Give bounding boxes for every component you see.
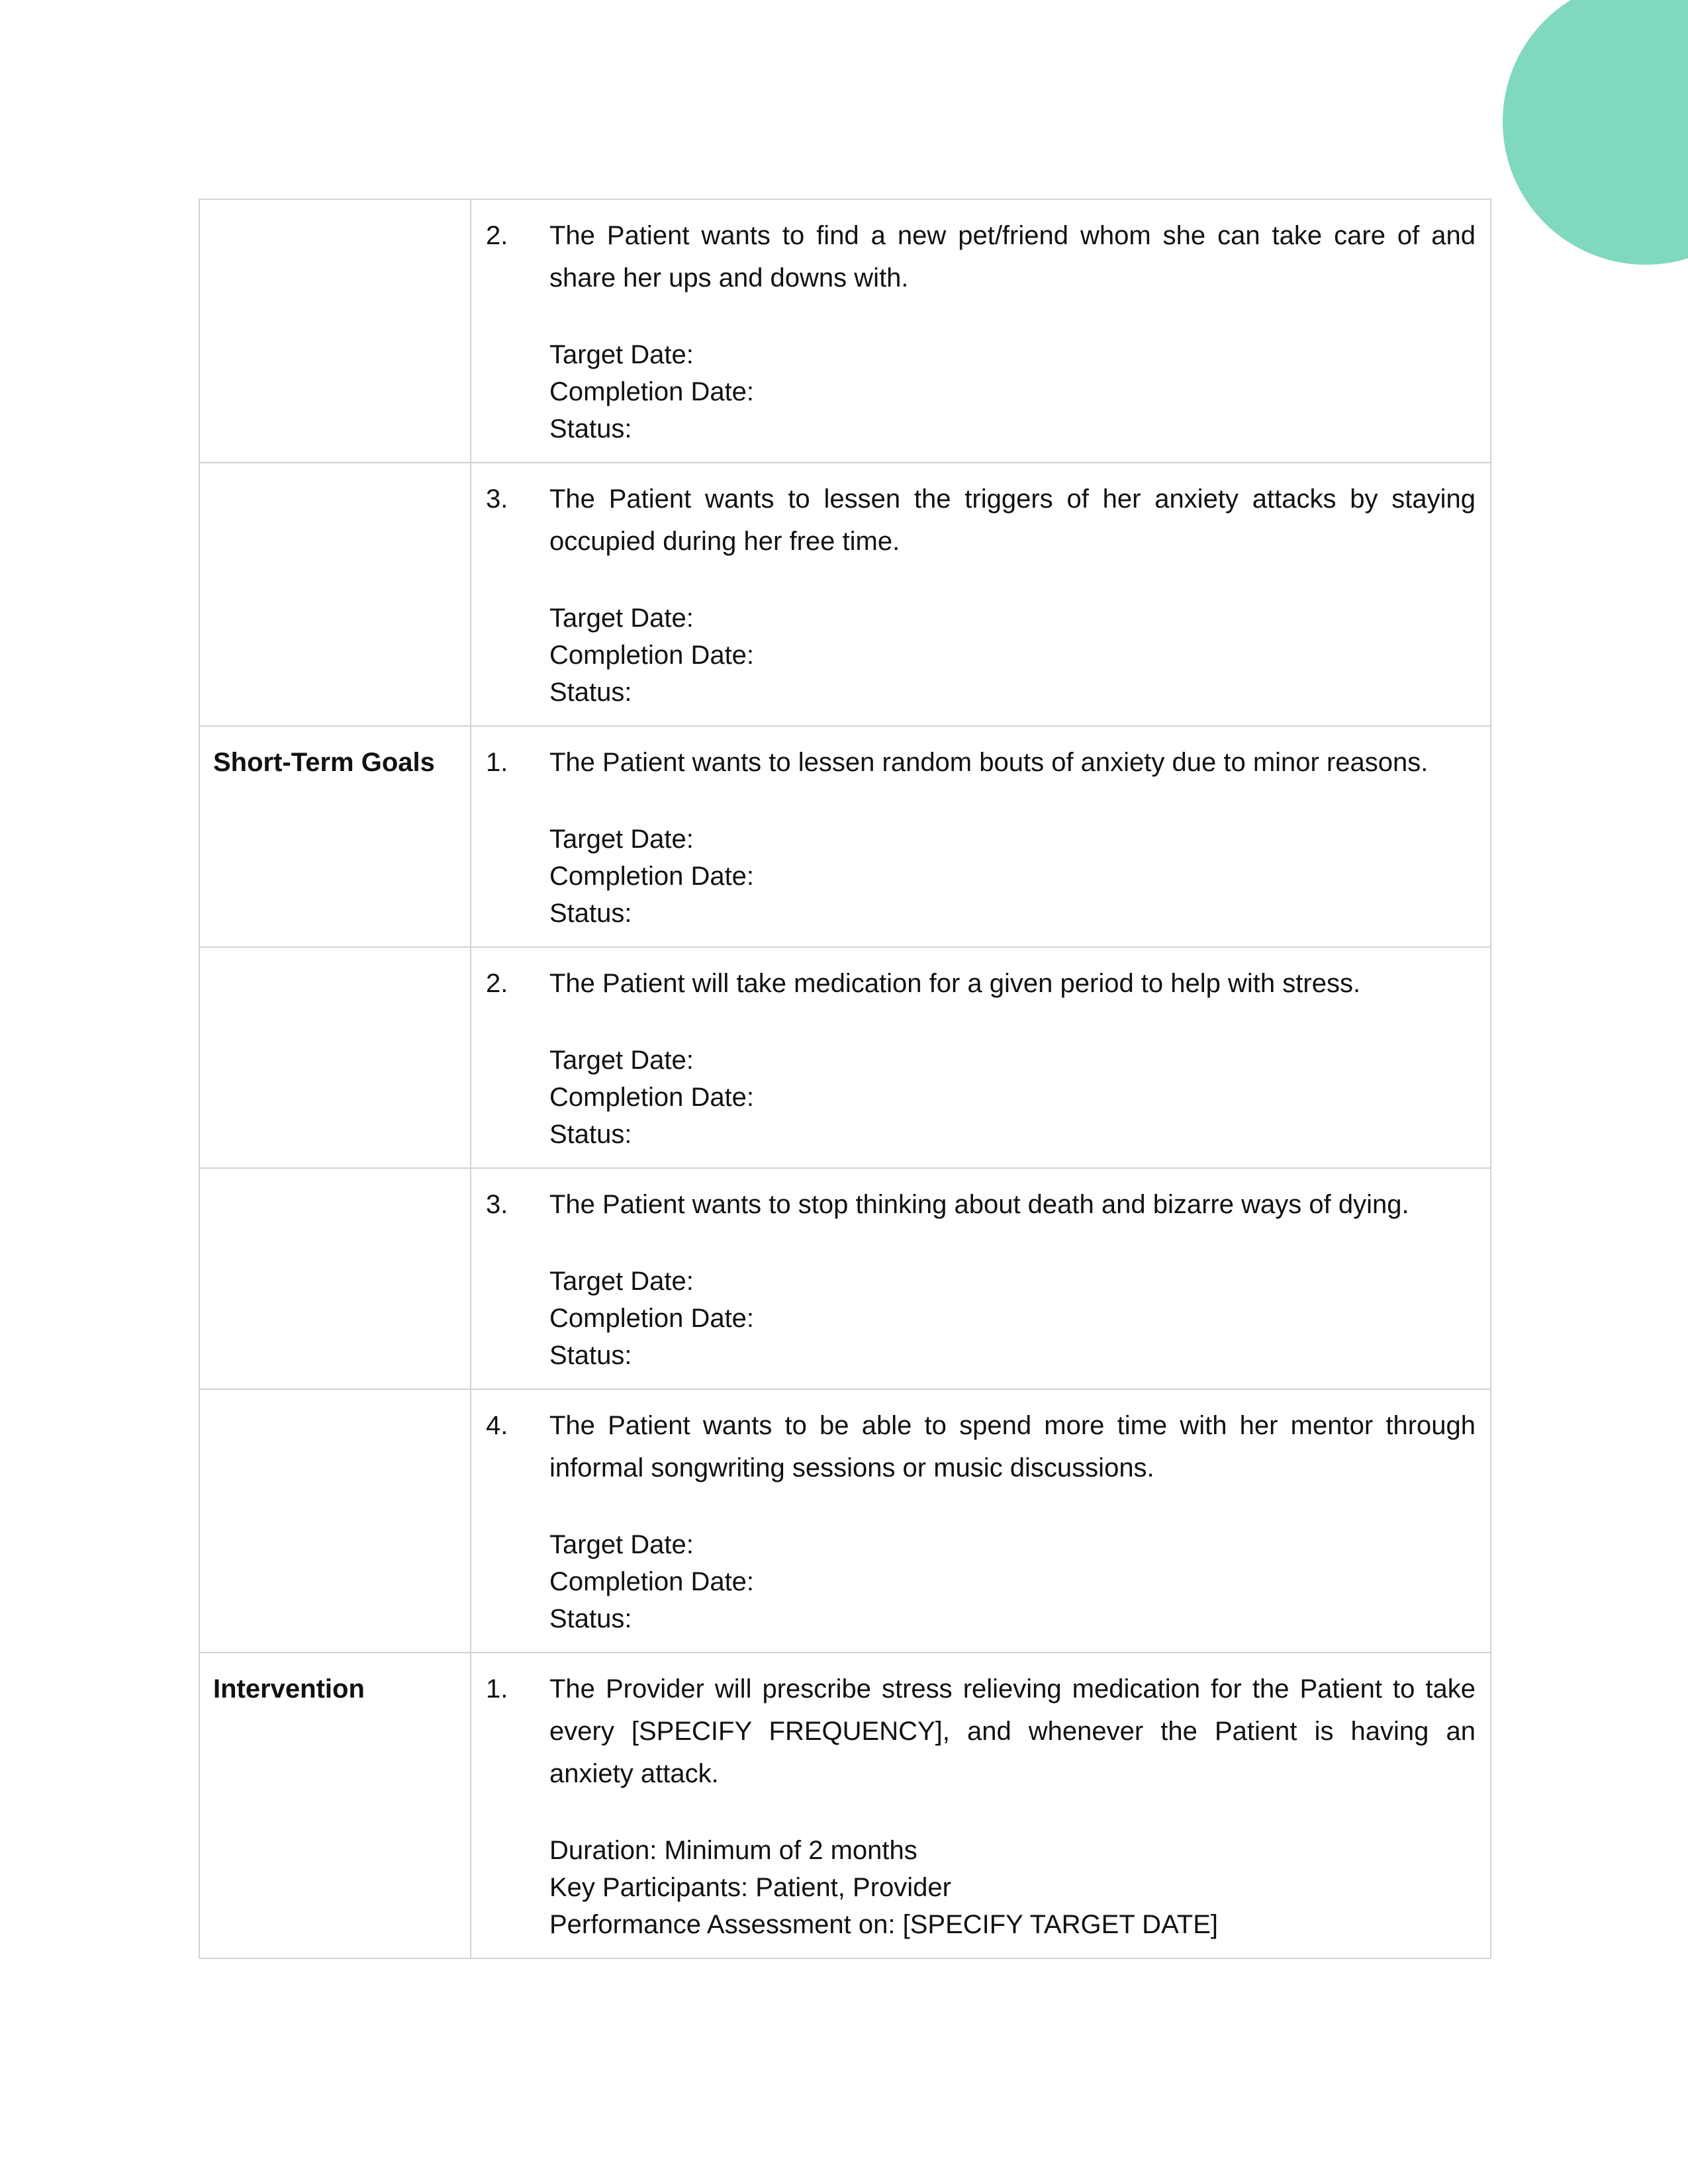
table-row: [199, 726, 1491, 947]
row-label: [200, 1390, 470, 1404]
item-number: 1.: [486, 748, 508, 777]
list-item: [471, 1390, 1490, 1652]
list-item: [471, 1653, 1490, 1958]
completion-date-line: [549, 1079, 1476, 1116]
meta-label: Status:: [549, 899, 632, 928]
meta-label: Target Date:: [549, 825, 694, 854]
meta-label: Target Date:: [549, 604, 694, 633]
decorative-circle: [1503, 0, 1688, 265]
meta-label: Target Date:: [549, 1046, 694, 1075]
status-line: [549, 674, 1476, 711]
meta-label: Status:: [549, 414, 632, 443]
meta-label: Status:: [549, 1341, 632, 1370]
item-text: The Patient will take medication for a given period to help with stress.: [549, 969, 1361, 998]
treatment-plan-table: [199, 199, 1491, 1959]
row-label: [200, 463, 470, 478]
item-text: The Patient wants to lessen the triggers of her anxiety attacks by staying occupied during her free time.: [549, 484, 1476, 556]
row-label-cell: [199, 199, 471, 463]
duration-line: [549, 1832, 1476, 1869]
target-date-line: [549, 821, 1476, 858]
completion-date-line: [549, 1563, 1476, 1600]
item-text: The Patient wants to be able to spend more time with her mentor through informal songwriting sessions or music discussions.: [549, 1411, 1476, 1482]
meta-label: Status:: [549, 1604, 632, 1633]
meta-value: Patient, Provider: [755, 1873, 951, 1902]
meta-label: Target Date:: [549, 1530, 694, 1559]
meta-label: Key Participants:: [549, 1873, 749, 1902]
target-date-line: [549, 1526, 1476, 1563]
completion-date-line: [549, 1300, 1476, 1337]
item-meta: [549, 1263, 1476, 1374]
meta-label: Completion Date:: [549, 641, 755, 670]
table-row: [199, 199, 1491, 463]
item-number: 3.: [486, 1190, 508, 1219]
row-label: [200, 200, 470, 214]
meta-label: Completion Date:: [549, 1083, 755, 1112]
item-meta: [549, 600, 1476, 711]
goal-cell: [471, 1389, 1491, 1653]
intervention-label: Intervention: [213, 1674, 365, 1704]
status-line: [549, 1116, 1476, 1153]
target-date-line: [549, 1263, 1476, 1300]
meta-label: Completion Date:: [549, 862, 755, 891]
goal-cell: [471, 199, 1491, 463]
meta-label: Target Date:: [549, 340, 694, 369]
completion-date-line: [549, 637, 1476, 674]
item-number: 1.: [486, 1674, 508, 1704]
row-label-cell: [199, 463, 471, 726]
table-row: [199, 1653, 1491, 1958]
list-item: [471, 727, 1490, 946]
item-meta: [549, 336, 1476, 447]
item-meta: [549, 1526, 1476, 1637]
status-line: [549, 410, 1476, 447]
list-item: [471, 948, 1490, 1167]
list-item: [471, 200, 1490, 462]
goal-cell: [471, 463, 1491, 726]
table-row: [199, 463, 1491, 726]
status-line: [549, 895, 1476, 932]
goal-cell: [471, 1168, 1491, 1389]
row-label-cell: [199, 1653, 471, 1958]
goal-cell: [471, 947, 1491, 1168]
performance-assessment-line: [549, 1906, 1476, 1943]
completion-date-line: [549, 373, 1476, 410]
list-item: [471, 1169, 1490, 1388]
row-label: [200, 1169, 470, 1183]
target-date-line: [549, 600, 1476, 637]
table-row: [199, 1389, 1491, 1653]
row-label-cell: [199, 1389, 471, 1653]
row-label-cell: [199, 1168, 471, 1389]
item-text: The Patient wants to find a new pet/friend whom she can take care of and share her ups and downs with.: [549, 221, 1476, 293]
item-meta: [549, 1832, 1476, 1943]
meta-label: Performance Assessment on:: [549, 1910, 896, 1939]
status-line: [549, 1600, 1476, 1637]
meta-label: Duration:: [549, 1836, 657, 1865]
short-term-goals-label: Short-Term Goals: [213, 748, 435, 777]
item-number: 2.: [486, 969, 508, 998]
item-meta: [549, 1042, 1476, 1153]
meta-label: Target Date:: [549, 1267, 694, 1296]
meta-label: Completion Date:: [549, 1567, 755, 1596]
target-date-line: [549, 336, 1476, 373]
intervention-cell: [471, 1653, 1491, 1958]
meta-label: Status:: [549, 1120, 632, 1149]
target-date-line: [549, 1042, 1476, 1079]
item-number: 4.: [486, 1411, 508, 1440]
row-label: [200, 948, 470, 962]
item-text: The Provider will prescribe stress relieving medication for the Patient to take every [SPECIFY FREQUENCY], and whenever the Patient is having an anxiety attack.: [549, 1674, 1476, 1788]
item-text: The Patient wants to lessen random bouts of anxiety due to minor reasons.: [549, 748, 1429, 777]
item-number: 3.: [486, 484, 508, 514]
status-line: [549, 1337, 1476, 1374]
row-label-cell: [199, 947, 471, 1168]
table-row: [199, 947, 1491, 1168]
meta-value: Minimum of 2 months: [664, 1836, 917, 1865]
goal-cell: [471, 726, 1491, 947]
item-text: The Patient wants to stop thinking about death and bizarre ways of dying.: [549, 1190, 1409, 1219]
item-meta: [549, 821, 1476, 932]
row-label-cell: [199, 726, 471, 947]
meta-label: Completion Date:: [549, 1304, 755, 1333]
meta-label: Status:: [549, 678, 632, 707]
list-item: [471, 463, 1490, 725]
meta-value: [SPECIFY TARGET DATE]: [902, 1910, 1218, 1939]
table-row: [199, 1168, 1491, 1389]
meta-label: Completion Date:: [549, 377, 755, 406]
completion-date-line: [549, 858, 1476, 895]
item-number: 2.: [486, 221, 508, 250]
key-participants-line: [549, 1869, 1476, 1906]
